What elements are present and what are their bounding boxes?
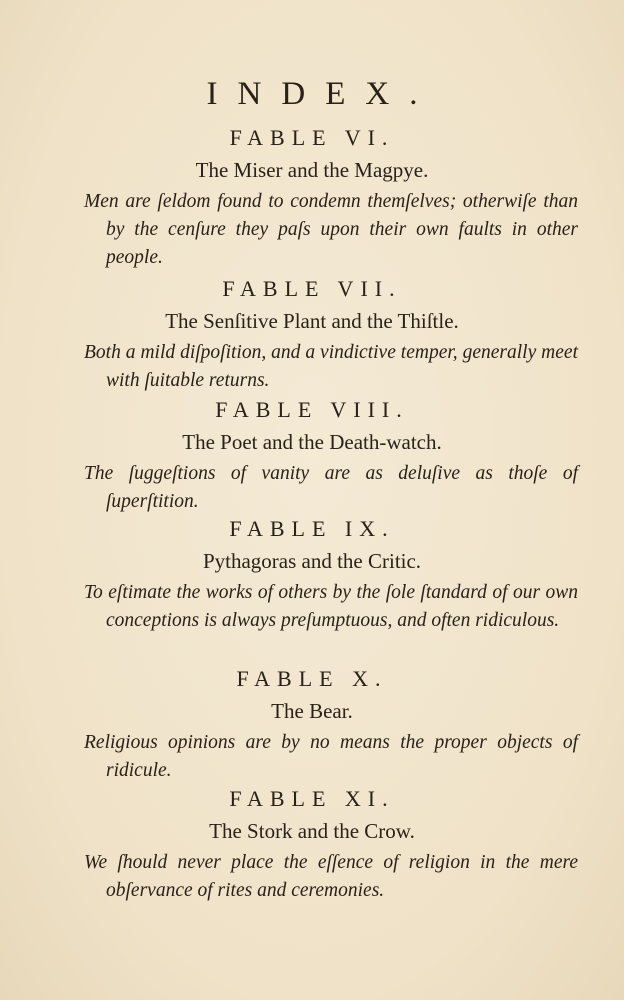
fable-entry <box>0 665 624 785</box>
page-title: INDEX. <box>206 76 438 112</box>
fable-heading: FABLE VI. <box>229 125 395 150</box>
fable-moral: Men are ſeldom found to condemn themſelves; otherwiſe than by the cenſure they paſs upon their own faults in other people. <box>84 191 578 268</box>
fable-entry <box>0 124 624 272</box>
fable-moral: Religious opinions are by no means the proper objects of ridicule. <box>84 732 578 781</box>
fable-heading: FABLE VII. <box>222 276 402 301</box>
fable-title: The Stork and the Crow. <box>209 819 415 843</box>
fable-title: The Senſitive Plant and the Thiſtle. <box>165 309 459 333</box>
fable-entry <box>0 785 624 905</box>
fable-moral: The ſuggeſtions of vanity are as deluſive as thoſe of ſuperſtition. <box>84 463 578 512</box>
fable-title: The Miser and the Magpye. <box>195 158 429 182</box>
fable-entry <box>0 275 624 395</box>
fable-entry <box>0 396 624 516</box>
fable-moral: Both a mild diſpoſition, and a vindictive temper, generally meet with ſuitable returns. <box>84 342 578 391</box>
fable-title: Pythagoras and the Critic. <box>202 549 422 573</box>
fable-title: The Bear. <box>271 699 353 723</box>
fable-moral: We ſhould never place the eſſence of religion in the mere obſervance of rites and ceremonies. <box>84 852 578 901</box>
fable-moral: To eſtimate the works of others by the ſole ſtandard of our own conceptions is always preſumptuous, and often ridiculous. <box>84 582 578 631</box>
fable-title: The Poet and the Death-watch. <box>182 430 442 454</box>
fable-heading: FABLE X. <box>236 666 388 691</box>
fable-heading: FABLE XI. <box>229 786 395 811</box>
fable-entry <box>0 515 624 635</box>
fable-heading: FABLE VIII. <box>215 397 409 422</box>
fable-heading: FABLE IX. <box>229 516 395 541</box>
